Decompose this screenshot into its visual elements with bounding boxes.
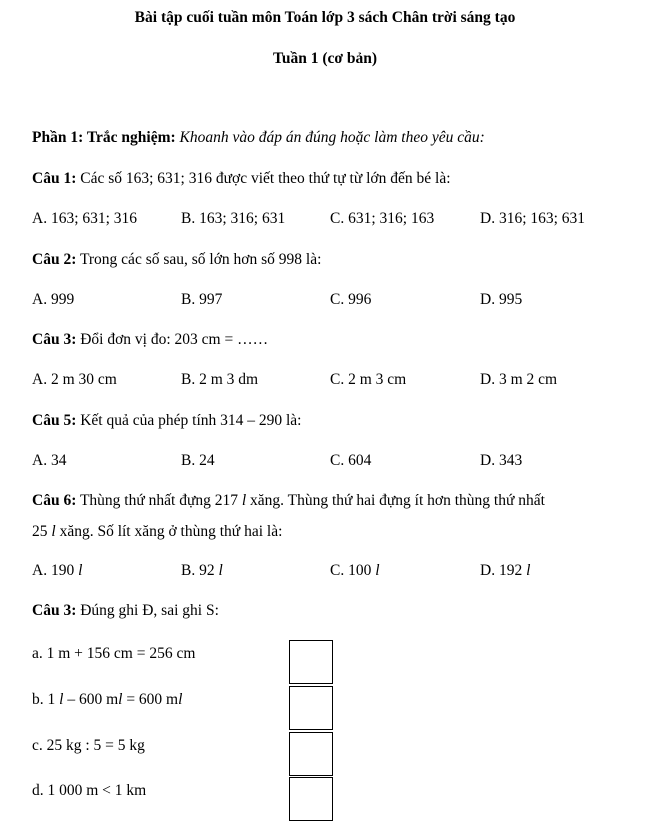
document-title: Bài tập cuối tuần môn Toán lớp 3 sách Chân trời sáng tạo [134,9,516,26]
part1-instruction: Khoanh vào đáp án đúng hoặc làm theo yêu cầu: [179,129,485,146]
option-d: D. 343 [480,452,523,469]
question-text: xăng. Số lít xăng ở thùng thứ hai là: [59,523,283,540]
question-text: Trong các số sau, số lớn hơn số 998 là: [79,251,322,268]
option-c: C. 996 [330,291,372,308]
question-label: Câu 3: [32,602,77,619]
question-text: Đúng ghi Đ, sai ghi S: [80,602,219,619]
question-label: Câu 1: [32,170,77,187]
option-c: C. 631; 316; 163 [330,210,435,227]
question-text: Thùng thứ nhất đựng 217 [79,492,238,509]
option-c: C. 604 [330,452,372,469]
option-b: B. 2 m 3 dm [181,371,259,388]
option-a: A. 2 m 30 cm [32,371,117,388]
statement-c: c. 25 kg : 5 = 5 kg [32,737,145,754]
question-true-false [32,602,219,620]
answer-box-d[interactable] [289,777,333,821]
question-text: Đổi đơn vị đo: 203 cm = …… [80,331,269,348]
document-subtitle: Tuần 1 (cơ bản) [272,50,378,67]
option-b: B. 92 l [181,562,223,579]
question-3 [32,331,268,349]
answer-box-b[interactable] [289,686,333,730]
option-a: A. 34 [32,452,67,469]
question-5 [32,412,302,430]
question-text: 25 [32,523,48,540]
option-b: B. 24 [181,452,215,469]
option-c: C. 2 m 3 cm [330,371,407,388]
option-d: D. 995 [480,291,523,308]
option-a: A. 163; 631; 316 [32,210,138,227]
question-text: xăng. Thùng thứ hai đựng ít hơn thùng thứ nhất [250,492,545,509]
option-d: D. 192 l [480,562,531,579]
question-6 [32,492,545,510]
liter-unit: l [241,492,247,509]
part1-heading-line [32,129,485,147]
option-c: C. 100 l [330,562,380,579]
question-label: Câu 2: [32,251,77,268]
statement-b: b. 1 l – 600 ml = 600 ml [32,691,183,708]
option-a: A. 999 [32,291,75,308]
statement-d: d. 1 000 m < 1 km [32,782,147,799]
question-text: Kết quả của phép tính 314 – 290 là: [80,412,302,429]
question-label: Câu 3: [32,331,77,348]
option-b: B. 163; 316; 631 [181,210,286,227]
part1-heading: Phần 1: Trắc nghiệm: [32,129,176,146]
option-a: A. 190 l [32,562,83,579]
question-6-continued [32,523,282,541]
question-label: Câu 5: [32,412,77,429]
liter-unit: l [51,523,56,540]
option-d: D. 316; 163; 631 [480,210,586,227]
question-1 [32,170,451,188]
question-text: Các số 163; 631; 316 được viết theo thứ tự từ lớn đến bé là: [80,170,451,187]
option-b: B. 997 [181,291,223,308]
statement-a: a. 1 m + 156 cm = 256 cm [32,645,196,662]
answer-box-c[interactable] [289,732,333,776]
answer-box-a[interactable] [289,640,333,684]
question-2 [32,251,321,269]
question-label: Câu 6: [32,492,77,509]
option-d: D. 3 m 2 cm [480,371,558,388]
